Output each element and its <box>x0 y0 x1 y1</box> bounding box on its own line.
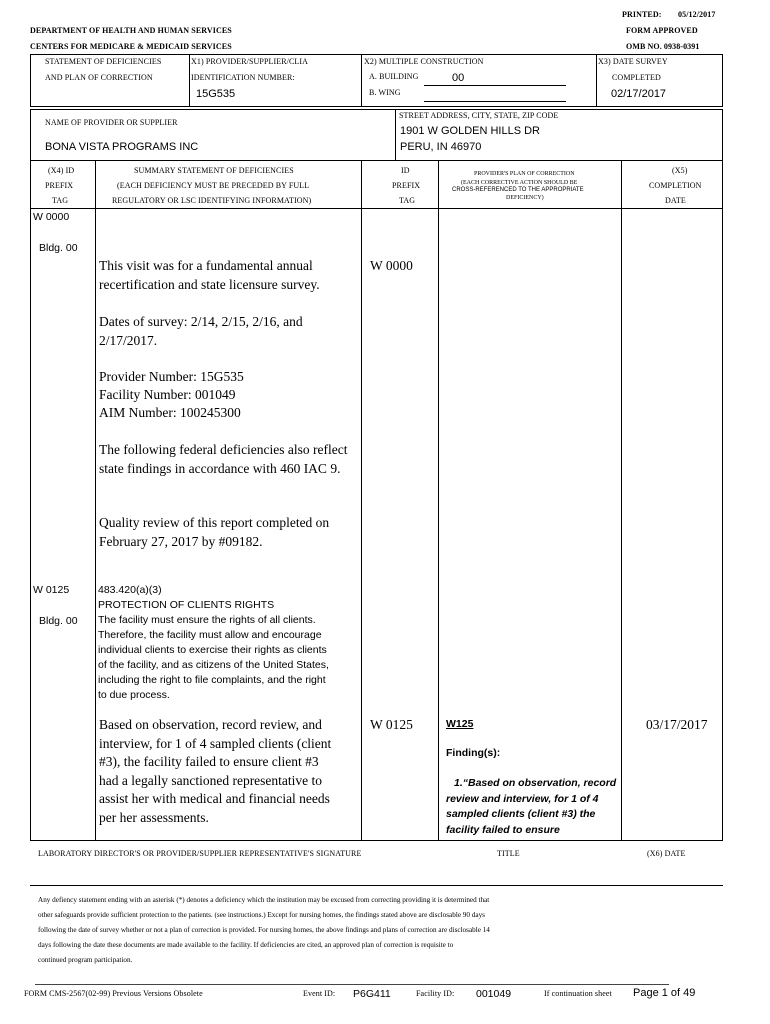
department-title: DEPARTMENT OF HEALTH AND HUMAN SERVICES <box>30 26 232 35</box>
statement-label-1: STATEMENT OF DEFICIENCIES <box>45 57 162 66</box>
x2-label: X2) MULTIPLE CONSTRUCTION <box>364 57 484 66</box>
facility-id: 001049 <box>476 988 512 1000</box>
x6-date-label: (X6) DATE <box>647 849 686 858</box>
x5-label: (X5) <box>672 166 688 175</box>
x4-id-label: (X4) ID <box>48 166 75 175</box>
regulation-text: The facility must ensure the rights of all clients. Therefore, the facility must allow and encourage individual clients to exercise their rights as clients of the facility, and as citizens of the United States, including the right to file complaints, and the right to due process. <box>98 614 329 701</box>
survey-intro-paragraph: This visit was for a fundamental annual recertification and state licensure survey. <box>99 258 320 292</box>
regulation-title: PROTECTION OF CLIENTS RIGHTS <box>98 599 275 611</box>
footnote-line-4: days following the date these documents are made available to the facility. If deficiencies are cited, an approved plan of correction is requisite to <box>38 941 454 949</box>
centers-title: CENTERS FOR MEDICARE & MEDICAID SERVICES <box>30 42 232 51</box>
completion-date: 03/17/2017 <box>646 717 708 732</box>
footnote-line-2: other safeguards provide sufficient protection to the patients. (see instructions.) Except for nursing homes, the findings stated above are disclosable 90 days <box>38 911 485 919</box>
state-findings-paragraph: The following federal deficiencies also reflect state findings in accordance with 460 IAC 9. <box>99 442 348 476</box>
x5-date-label: DATE <box>665 196 686 205</box>
continuation-label: If continuation sheet <box>544 989 612 998</box>
facility-id-label: Facility ID: <box>416 989 455 998</box>
title-label: TITLE <box>497 849 520 858</box>
form-number: FORM CMS-2567(02-99) Previous Versions Obsolete <box>24 989 203 998</box>
signature-label: LABORATORY DIRECTOR'S OR PROVIDER/SUPPLIER REPRESENTATIVE'S SIGNATURE <box>38 849 362 858</box>
page-number: Page 1 of 49 <box>633 987 696 999</box>
survey-completed-date: 02/17/2017 <box>611 88 667 100</box>
provider-number-line: Provider Number: 15G535 <box>99 369 244 384</box>
wing-label: B. WING <box>369 88 401 97</box>
x1-label-2: IDENTIFICATION NUMBER: <box>191 73 295 82</box>
tag-w0125: W 0125 <box>33 584 70 596</box>
plan-label-3: CROSS-REFERENCED TO THE APPROPRIATE <box>452 187 584 193</box>
x3-label-1: X3) DATE SURVEY <box>598 57 668 66</box>
quality-review-paragraph: Quality review of this report completed on February 27, 2017 by #09182. <box>99 515 330 549</box>
plan-label-1: PROVIDER'S PLAN OF CORRECTION <box>474 171 575 177</box>
form-approved: FORM APPROVED <box>626 26 698 35</box>
facility-number-line: Facility Number: 001049 <box>99 387 236 402</box>
regulation-cite: 483.420(a)(3) <box>98 584 162 596</box>
id-prefix-label: PREFIX <box>392 181 421 190</box>
x4-prefix-label: PREFIX <box>45 181 74 190</box>
printed-label: PRINTED: <box>622 10 662 19</box>
printed-date: 05/12/2017 <box>678 10 716 19</box>
street-address: 1901 W GOLDEN HILLS DR <box>400 125 540 137</box>
statement-label-2: AND PLAN OF CORRECTION <box>45 73 153 82</box>
plan-findings-label: Finding(s): <box>446 747 501 759</box>
tag-w0000: W 0000 <box>33 211 70 223</box>
summary-label-2: (EACH DEFICIENCY MUST BE PRECEDED BY FULL <box>117 181 310 190</box>
building-label: A. BUILDING <box>369 72 419 81</box>
footnote-line-1: Any defiency statement ending with an asterisk (*) denotes a deficiency which the institution may be excused from correcting providing it is determined that <box>38 896 490 904</box>
address-label: STREET ADDRESS, CITY, STATE, ZIP CODE <box>399 111 559 120</box>
id-label: ID <box>401 166 410 175</box>
bldg-label-1: Bldg. 00 <box>39 242 78 254</box>
survey-dates-paragraph: Dates of survey: 2/14, 2/15, 2/16, and 2/17/2017. <box>99 314 303 348</box>
footnote-line-3: following the date of survey whether or not a plan of correction is provided. For nursing homes, the above findings and plans of correction are disclosable 14 <box>38 926 490 934</box>
tag-w0000-right: W 0000 <box>370 258 413 273</box>
footnote-line-5: continued program participation. <box>38 956 133 964</box>
x4-tag-label: TAG <box>52 196 69 205</box>
omb-number: OMB NO. 0938-0391 <box>626 42 700 51</box>
id-tag-label: TAG <box>399 196 416 205</box>
provider-name: BONA VISTA PROGRAMS INC <box>45 141 199 153</box>
summary-label-1: SUMMARY STATEMENT OF DEFICIENCIES <box>134 166 294 175</box>
provider-id-number: 15G535 <box>196 88 236 100</box>
x1-label-1: X1) PROVIDER/SUPPLIER/CLIA <box>191 57 309 66</box>
city-state-zip: PERU, IN 46970 <box>400 141 482 153</box>
building-value: 00 <box>452 72 465 84</box>
x3-label-2: COMPLETED <box>612 73 661 82</box>
event-id-label: Event ID: <box>303 989 336 998</box>
plan-label-4: DEFICIENCY) <box>506 195 544 201</box>
aim-number-line: AIM Number: 100245300 <box>99 405 241 420</box>
plan-label-2: (EACH CORRECTIVE ACTION SHOULD BE <box>461 180 578 186</box>
deficiency-finding: Based on observation, record review, and interview, for 1 of 4 sampled clients (client #3), the facility failed to ensure client #3 had a legally sanctioned representative to assist her with medical and financial needs per her assessments. <box>99 717 332 825</box>
summary-label-3: REGULATORY OR LSC IDENTIFYING INFORMATION) <box>112 196 312 205</box>
x5-completion-label: COMPLETION <box>649 181 702 190</box>
tag-w0125-right: W 0125 <box>370 717 413 732</box>
bldg-label-2: Bldg. 00 <box>39 615 78 627</box>
plan-tag: W125 <box>446 718 474 730</box>
plan-text: 1.“Based on observation, record review and interview, for 1 of 4 sampled clients (client #3) the facility failed to ensure <box>446 777 617 836</box>
provider-name-label: NAME OF PROVIDER OR SUPPLIER <box>45 118 178 127</box>
event-id: P6G411 <box>353 988 391 1000</box>
